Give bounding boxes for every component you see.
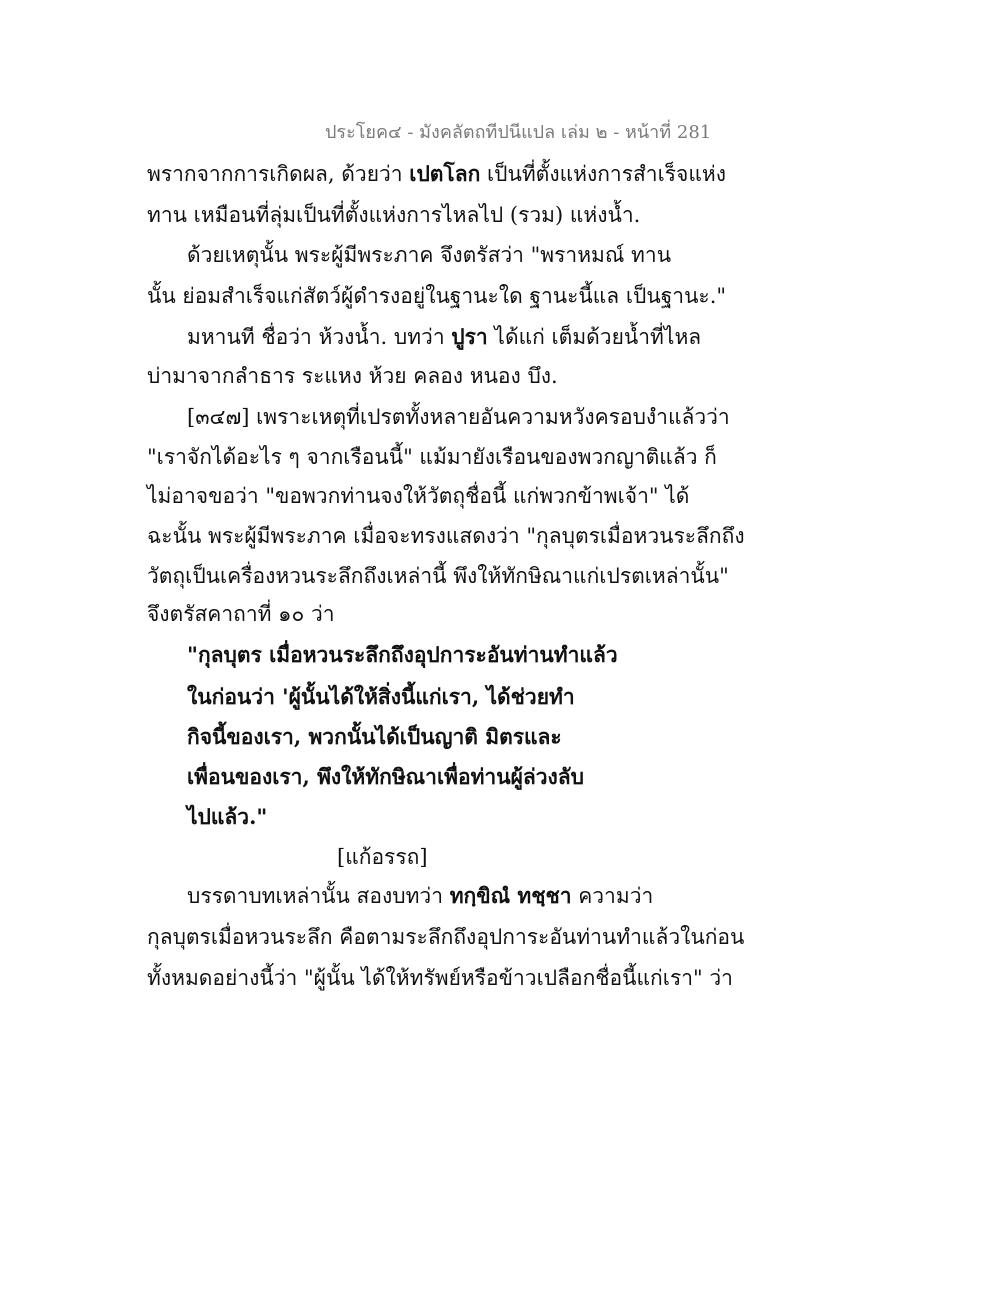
bold-term: ทกฺขิณํ ทชฺชา: [449, 883, 572, 908]
verse-line-5: ไปแล้ว.": [187, 804, 268, 829]
text-run: เป็นที่ตั้งแห่งการสำเร็จแห่ง: [480, 162, 726, 186]
body-line-7: [๓๔๗] เพราะเหตุที่เปรตทั้งหลายอันความหวังครอบงำแล้วว่า: [187, 405, 730, 429]
body-line-6: บ่ามาจากลำธาร ระแหง ห้วย คลอง หนอง บึง.: [147, 364, 558, 388]
text-run: ความว่า: [571, 884, 654, 908]
commentary-line-1: [187, 882, 653, 910]
body-line-2: ทาน เหมือนที่ลุ่มเป็นที่ตั้งแห่งการไหลไป (รวม) แห่งน้ำ.: [147, 203, 641, 227]
verse-line-1: "กุลบุตร เมื่อหวนระลึกถึงอุปการะอันท่านทำแล้ว: [187, 642, 618, 667]
section-title: [แก้อรรถ]: [337, 845, 428, 869]
body-line-12: จึงตรัสคาถาที่ ๑๐ ว่า: [147, 602, 335, 626]
body-line-4: นั้น ย่อมสำเร็จแก่สัตว์ผู้ดำรงอยู่ในฐานะใด ฐานะนี้แล เป็นฐานะ.": [147, 284, 727, 308]
text-run: มหานที ชื่อว่า ห้วงน้ำ. บทว่า: [187, 325, 452, 349]
bold-term: ปูรา: [451, 324, 488, 349]
commentary-line-3: ทั้งหมดอย่างนี้ว่า "ผู้นั้น ได้ให้ทรัพย์หรือข้าวเปลือกชื่อนี้แก่เรา" ว่า: [147, 966, 733, 990]
body-line-3: ด้วยเหตุนั้น พระผู้มีพระภาค จึงตรัสว่า "พราหมณ์ ทาน: [187, 243, 672, 267]
body-line-1: [147, 160, 726, 188]
body-line-8: "เราจักได้อะไร ๆ จากเรือนนี้" แม้มายังเรือนของพวกญาติแล้ว ก็: [147, 445, 717, 469]
body-line-10: ฉะนั้น พระผู้มีพระภาค เมื่อจะทรงแสดงว่า "กุลบุตรเมื่อหวนระลึกถึง: [147, 524, 745, 548]
commentary-line-2: กุลบุตรเมื่อหวนระลึก คือตามระลึกถึงอุปการะอันท่านทำแล้วในก่อน: [147, 925, 745, 949]
text-run: ได้แก่ เต็มด้วยน้ำที่ไหล: [487, 325, 702, 349]
bold-term: เปตโลก: [409, 161, 481, 186]
text-run: บรรดาบทเหล่านั้น สองบทว่า: [187, 884, 450, 908]
verse-line-4: เพื่อนของเรา, พึงให้ทักษิณาเพื่อท่านผู้ล่วงลับ: [187, 764, 584, 789]
body-line-5: [187, 323, 701, 351]
body-line-9: ไม่อาจขอว่า "ขอพวกท่านจงให้วัตถุชื่อนี้ แก่พวกข้าพเจ้า" ได้: [147, 484, 690, 508]
text-run: พรากจากการเกิดผล, ด้วยว่า: [147, 162, 410, 186]
page-header: ประโยค๔ - มังคลัตถทีปนีแปล เล่ม ๒ - หน้าที่ 281: [325, 122, 712, 143]
body-line-11: วัตถุเป็นเครื่องหวนระลึกถึงเหล่านี้ พึงให้ทักษิณาแก่เปรตเหล่านั้น": [147, 564, 729, 588]
verse-line-3: กิจนี้ของเรา, พวกนั้นได้เป็นญาติ มิตรและ: [187, 724, 562, 749]
verse-line-2: ในก่อนว่า 'ผู้นั้นได้ให้สิ่งนี้แก่เรา, ได้ช่วยทำ: [187, 684, 575, 709]
